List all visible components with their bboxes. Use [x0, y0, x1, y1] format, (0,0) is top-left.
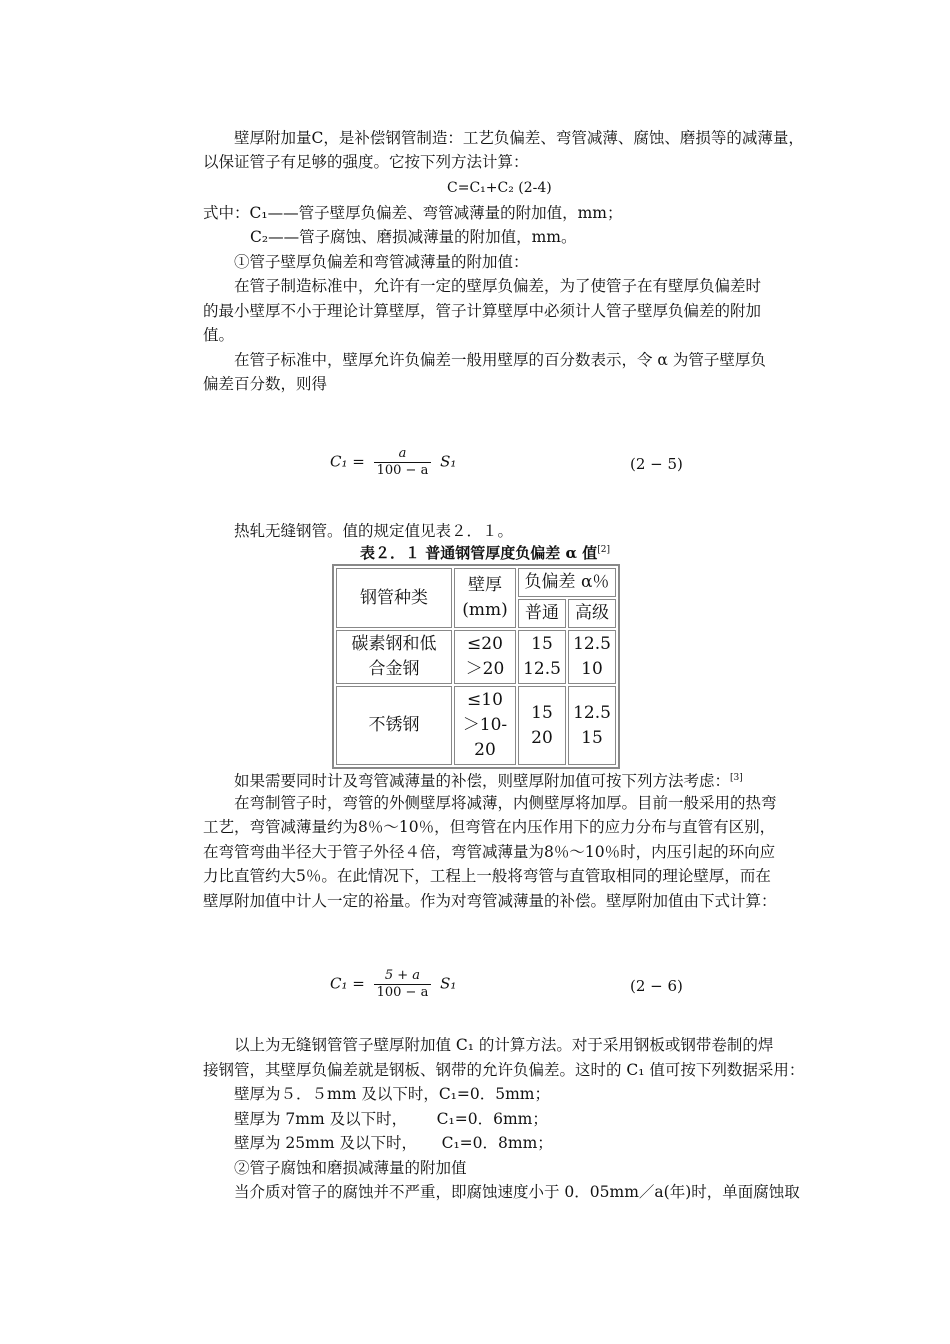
- paragraph-line: 在弯制管子时，弯管的外侧壁厚将减薄，内侧壁厚将加厚。目前一般采用的热弯: [234, 794, 777, 812]
- paragraph-line: 在管子制造标准中，允许有一定的壁厚负偏差，为了使管子在有壁厚负偏差时: [234, 277, 762, 295]
- header-deviation: 负偏差 α％: [518, 568, 616, 597]
- cell-thickness: ≤20 ＞20: [454, 630, 516, 684]
- cell-high: 12.5 10: [568, 630, 616, 684]
- section-heading-1: ①管子壁厚负偏差和弯管减薄量的附加值：: [234, 253, 529, 271]
- formula-factor: S₁: [440, 452, 457, 471]
- paragraph-line: 偏差百分数，则得: [203, 375, 328, 393]
- definition-c1: 式中：C₁——管子壁厚负偏差、弯管减薄量的附加值，mm；: [203, 204, 623, 222]
- equation-2-4: C=C₁+C₂ (2-4): [447, 180, 552, 196]
- cell-normal: 15 12.5: [518, 630, 566, 684]
- paragraph-line: 壁厚附加值中计人一定的裕量。作为对弯管减薄量的补偿。壁厚附加值由下式计算：: [203, 892, 777, 910]
- header-steel-type: 钢管种类: [336, 568, 452, 628]
- paragraph-line: 的最小壁厚不小于理论计算壁厚，管子计算壁厚中必须计人管子壁厚负偏差的附加: [203, 302, 762, 320]
- equation-number: (2 − 5): [630, 455, 683, 473]
- equation-number: (2 − 6): [630, 977, 683, 995]
- formula-fraction: [374, 968, 432, 1001]
- paragraph-line: 当介质对管子的腐蚀并不严重，即腐蚀速度小于 0．05mm／a(年)时，单面腐蚀取: [234, 1183, 800, 1201]
- header-normal: 普通: [518, 599, 566, 628]
- paragraph-line: 在弯管弯曲半径大于管子外径４倍，弯管减薄量为8％～10％时，内压引起的环向应: [203, 843, 776, 861]
- cell-steel-type: 不锈钢: [336, 686, 452, 765]
- paragraph-line: 在管子标准中，壁厚允许负偏差一般用壁厚的百分数表示，令 α 为管子壁厚负: [234, 351, 766, 369]
- paragraph-line: 如果需要同时计及弯管减薄量的补偿，则壁厚附加值可按下列方法考虑：[3]: [234, 772, 743, 790]
- paragraph-line: 工艺，弯管减薄量约为8％～10％，但弯管在内压作用下的应力分布与直管有区别，: [203, 818, 776, 836]
- formula-2-5: [330, 446, 456, 479]
- table-caption: [360, 542, 610, 563]
- formula-2-6: [330, 968, 456, 1001]
- paragraph-line: 以保证管子有足够的强度。它按下列方法计算：: [203, 153, 529, 171]
- header-thickness: 壁厚 (mm): [454, 568, 516, 628]
- formula-denominator: 100 − a: [376, 985, 429, 1000]
- paragraph-line: 热轧无缝钢管。值的规定值见表２．１。: [234, 522, 514, 540]
- paragraph-line: 以上为无缝钢管管子壁厚附加值 C₁ 的计算方法。对于采用钢板或钢带卷制的焊: [234, 1036, 774, 1054]
- formula-lhs: C₁ =: [330, 452, 365, 471]
- list-item: 壁厚为 25mm 及以下时， C₁=0．8mm；: [234, 1134, 553, 1152]
- table-caption-ref: [2]: [597, 545, 610, 555]
- cell-high: 12.5 15: [568, 686, 616, 765]
- cell-normal: 15 20: [518, 686, 566, 765]
- formula-lhs: C₁ =: [330, 974, 365, 993]
- reference-mark: [3]: [730, 773, 743, 783]
- formula-factor: S₁: [440, 974, 457, 993]
- paragraph-line: 值。: [203, 326, 235, 344]
- paragraph-line: 壁厚附加量C，是补偿钢管制造：工艺负偏差、弯管减薄、腐蚀、磨损等的减薄量，: [234, 129, 804, 147]
- paragraph-line: 接钢管，其壁厚负偏差就是钢板、钢带的允许负偏差。这时的 C₁ 值可按下列数据采用：: [203, 1061, 805, 1079]
- list-item: 壁厚为 7mm 及以下时， C₁=0．6mm；: [234, 1110, 548, 1128]
- formula-numerator: 5 + a: [374, 968, 432, 985]
- header-high: 高级: [568, 599, 616, 628]
- formula-fraction: [374, 446, 432, 479]
- table-caption-text: 表２．１ 普通钢管厚度负偏差 α 值: [360, 544, 598, 562]
- formula-denominator: 100 − a: [376, 463, 429, 478]
- formula-numerator: a: [374, 446, 432, 463]
- cell-steel-type: 碳素钢和低 合金钢: [336, 630, 452, 684]
- deviation-table: [332, 564, 620, 769]
- cell-thickness: ≤10 ＞10- 20: [454, 686, 516, 765]
- definition-c2: C₂——管子腐蚀、磨损减薄量的附加值，mm。: [250, 228, 577, 246]
- section-heading-2: ②管子腐蚀和磨损减薄量的附加值: [234, 1159, 467, 1177]
- paragraph-line: 力比直管约大5％。在此情况下，工程上一般将弯管与直管取相同的理论壁厚，而在: [203, 867, 771, 885]
- list-item: 壁厚为５．５mm 及以下时，C₁=0．5mm；: [234, 1085, 551, 1103]
